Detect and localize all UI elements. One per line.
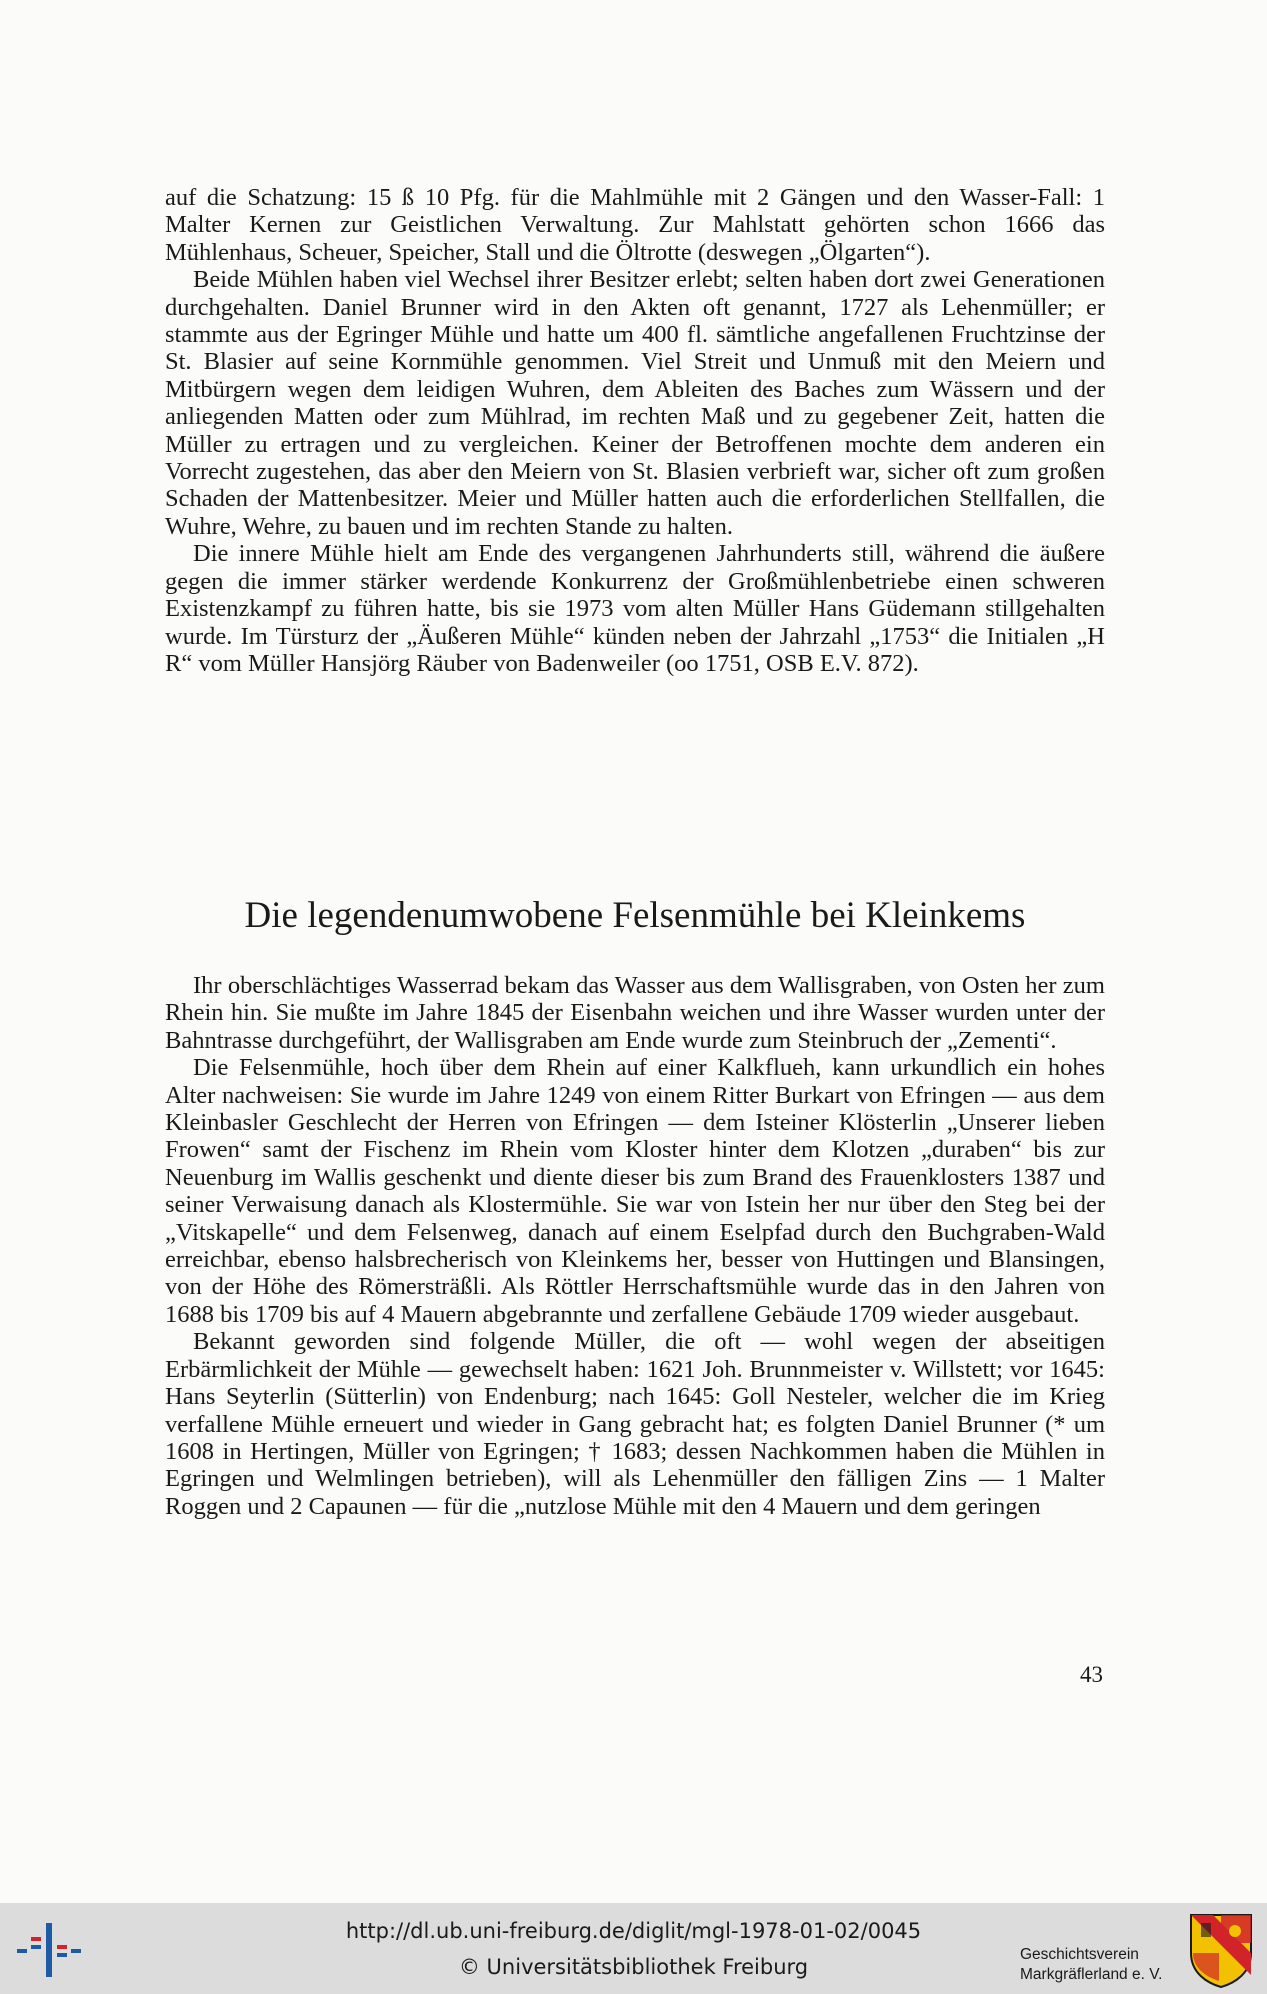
coat-of-arms-icon: [1189, 1913, 1253, 1989]
section-heading: Die legendenumwobene Felsenmühle bei Kleinkems: [244, 895, 1026, 936]
text-block-top: [165, 184, 1105, 677]
paragraph: Die innere Mühle hielt am Ende des vergangenen Jahrhunderts still, während die äußere gegen die immer stärker werdende Konkurrenz der Großmühlenbetriebe einen schweren Existenzkampf zu führen hatte, bis sie 1973 vom alten Müller Hans Güdemann stillgehalten wurde. Im Türsturz der „Äußeren Mühle“ künden neben der Jahrzahl „1753“ die Initialen „H R“ vom Müller Hansjörg Räuber von Badenweiler (oo 1751, OSB E.V. 872).: [165, 540, 1105, 677]
society-name-line: Markgräflerland e. V.: [1020, 1966, 1163, 1983]
paragraph: Ihr oberschlächtiges Wasserrad bekam das Wasser aus dem Wallisgraben, von Osten her zum Rhein hin. Sie mußte im Jahre 1845 der Eisenbahn weichen und ihre Wasser wurden unter der Bahntrasse durchgeführt, der Wallisgraben am Ende wurde zum Steinbruch der „Zementi“.: [165, 972, 1105, 1054]
copyright-notice: © Universitätsbibliothek Freiburg: [458, 1955, 809, 1979]
society-name: [1020, 1945, 1180, 1985]
document-url-link[interactable]: http://dl.ub.uni-freiburg.de/diglit/mgl-1978-01-02/0045: [345, 1919, 922, 1943]
text-block-bottom: [165, 972, 1105, 1520]
paragraph: auf die Schatzung: 15 ß 10 Pfg. für die Mahlmühle mit 2 Gängen und den Wasser-Fall: 1 Malter Kernen zur Geistlichen Verwaltung. Zur Mahlstatt gehörten schon 1666 das Mühlenhaus, Scheuer, Speicher, Stall und die Öltrotte (deswegen „Ölgarten“).: [165, 184, 1105, 266]
paragraph: Die Felsenmühle, hoch über dem Rhein auf einer Kalkflueh, kann urkundlich ein hohes Alter nachweisen: Sie wurde im Jahre 1249 von einem Ritter Burkart von Efringen — aus dem Kleinbasler Geschlecht der Herren von Efringen — dem Isteiner Klösterlin „Unserer lieben Frowen“ samt der Fischenz im Rhein vom Kloster hinter dem Klotzen „duraben“ bis zur Neuenburg im Wallis geschenkt und diente dieser bis zum Brand des Frauenklosters 1387 und seiner Verwaisung danach als Klostermühle. Sie war von Istein her nur über den Steg bei der „Vitskapelle“ und dem Felsenweg, danach auf einem Eselpfad durch den Buchgraben-Wald erreichbar, ebenso halsbrecherisch von Kleinkems her, besser von Huttingen und Blansingen, von der Höhe des Römersträßli. Als Röttler Herrschaftsmühle wurde das in den Jahren von 1688 bis 1709 bis auf 4 Mauern abgebrannte und zerfallene Gebäude 1709 wieder ausgebaut.: [165, 1054, 1105, 1328]
paragraph: Bekannt geworden sind folgende Müller, die oft — wohl wegen der abseitigen Erbärmlichkeit der Mühle — gewechselt haben: 1621 Joh. Brunnmeister v. Willstett; vor 1645: Hans Seyterlin (Sütterlin) von Endenburg; nach 1645: Goll Nesteler, welcher die im Krieg verfallene Mühle erneuert und wieder in Gang gebracht hat; es folgten Daniel Brunner (* um 1608 in Hertingen, Müller von Egringen; † 1683; dessen Nachkommen haben die Mühlen in Egringen und Welmlingen betrieben), will als Lehenmüller den fälligen Zins — 1 Malter Roggen und 2 Capaunen — für die „nutzlose Mühle mit den 4 Mauern und dem geringen: [165, 1328, 1105, 1520]
paragraph: Beide Mühlen haben viel Wechsel ihrer Besitzer erlebt; selten haben dort zwei Generationen durchgehalten. Daniel Brunner wird in den Akten oft genannt, 1727 als Lehenmüller; er stammte aus der Egringer Mühle und hatte um 400 fl. sämtliche angefallenen Fruchtzinse der St. Blasier auf seine Kornmühle genommen. Viel Streit und Unmuß mit den Meiern und Mitbürgern wegen dem leidigen Wuhren, dem Ableiten des Baches zum Wässern und der anliegenden Matten oder zum Mühlrad, im rechten Maß und zu gegebener Zeit, hatten die Müller zu ertragen und zu vergleichen. Keiner der Betroffenen mochte dem anderen ein Vorrecht zugestehen, das aber den Meiern von St. Blasien verbrieft war, sicher oft zum großen Schaden der Mattenbesitzer. Meier und Müller hatten auch die erforderlichen Stellfallen, die Wuhre, Wehre, zu bauen und im rechten Stande zu halten.: [165, 266, 1105, 540]
footer-bar: [0, 1903, 1267, 1994]
page-number: 43: [1080, 1662, 1103, 1687]
society-name-line: Geschichtsverein: [1020, 1946, 1139, 1963]
